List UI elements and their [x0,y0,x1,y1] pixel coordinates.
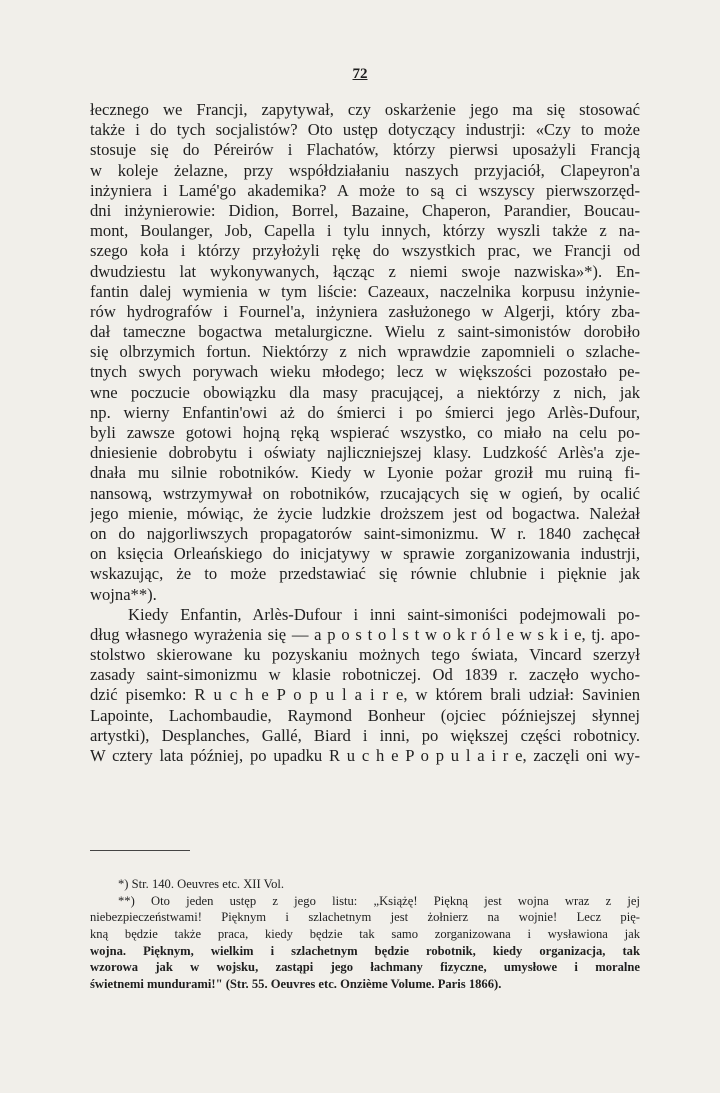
text-line: dzić pisemko: R u c h e P o p u l a i r e, w którem brali udział: Savinien [90,685,640,705]
text-line: W cztery lata później, po upadku R u c h e P o p u l a i r e, zaczęli oni wy- [90,746,640,765]
text-line: dał tameczne bogactwa metalurgiczne. Wielu z saint-simonistów dorobiło [90,322,640,342]
text-line: np. wierny Enfantin'owi aż do śmierci i po śmierci jego Arlès-Dufour, [90,402,640,422]
footnote-line: niebezpieczeństwami! Pięknym i szlachetnym jest żołnierz na wojnie! Lecz pię- [90,910,640,925]
text-line: także i do tych socjalistów? Oto ustęp dotyczący industrji: «Czy to może [90,120,640,140]
text-line: wojna**). [90,584,157,604]
text-line: fantin dalej wymienia w tym liście: Cazeaux, naczelnika korpusu inżynie- [90,281,640,301]
text-line: stosuje się do Péreirów i Flachatów, którzy pierwsi uposażyli Francją [90,140,640,160]
text-line: mont, Boulanger, Job, Capella i tylu innych, którzy wyszli także z na- [90,221,640,241]
text-line: jego mienie, mówiąc, że życie ludzkie droższem jest od bogactwa. Należał [90,503,640,523]
text-line: łecznego we Francji, zapytywał, czy oskarżenie jego ma się stosować [90,100,640,119]
text-line: on do najgorliwszych propagatorów saint-simonizmu. W r. 1840 zachęcał [90,523,640,543]
footnote-divider [90,850,190,851]
main-text [90,100,640,766]
text-line: szego koła i którzy przyłożyli rękę do wszystkich prac, we Francji od [90,241,640,261]
footnote-line: świetnemi mundurami!" (Str. 55. Oeuvres etc. Onzième Volume. Paris 1866). [90,977,502,992]
text-line: Kiedy Enfantin, Arlès-Dufour i inni saint-simoniści podejmowali po- [128,604,640,624]
footnote-line: **) Oto jeden ustęp z jego listu: „Książę! Piękną jest wojna wraz z jej [118,893,640,908]
footnotes [90,876,640,993]
text-line: wne poczucie obowiązku dla masy pracującej, a niektórzy z nich, jak [90,382,640,402]
text-line: dniesienie dobrobytu i oświaty najliczniejszej klasy. Ludzkość Arlès'a zje- [90,443,640,463]
text-line: w koleje żelazne, przy współdziałaniu naszych przyjaciół, Clapeyron'a [90,160,640,180]
text-line: rów hydrografów i Fournel'a, inżyniera zasłużonego w Algerji, który zba- [90,301,640,321]
text-line: dnała mu silnie robotników. Kiedy w Lyonie pożar groził mu ruiną fi- [90,463,640,483]
text-line: dług własnego wyrażenia się — a p o s t o l s t w o k r ó l e w s k i e, tj. apo- [90,624,640,644]
text-line: nansową, wstrzymywał on robotników, rzucających się w ogień, by ocalić [90,483,640,503]
text-line: zasady saint-simonizmu w klasie robotniczej. Od 1839 r. zaczęło wycho- [90,665,640,685]
footnote-line: kną będzie także praca, kiedy będzie tak samo zorganizowana i wysławiona jak [90,927,640,942]
page-number: 72 [352,66,368,82]
footnote-line: wzorowa jak w wojsku, zastąpi jego łachmany fizyczne, umysłowe i moralne [90,960,640,975]
text-line: wskazując, że to może przedstawiać się równie chlubnie i pięknie jak [90,564,640,584]
text-line: tnych swych porywach wieku młodego; lecz w większości pozostało pe- [90,362,640,382]
text-line: on księcia Orleańskiego do inicjatywy w sprawie zorganizowania industrji, [90,544,640,564]
text-line: byli zawsze gotowi hojną ręką wspierać wszystko, co miało na celu po- [90,423,640,442]
text-line: się olbrzymich fortun. Niektórzy z nich wprawdzie zapomnieli o szlache- [90,342,640,362]
text-line: stolstwo skierowane ku pozyskaniu możnych tego świata, Vincard szerzył [90,645,640,665]
footnote-line: *) Str. 140. Oeuvres etc. XII Vol. [118,877,285,891]
footnote-line: wojna. Pięknym, wielkim i szlachetnym będzie robotnik, kiedy organizacja, tak [90,943,640,958]
text-line: Lapointe, Lachombaudie, Raymond Bonheur (ojciec późniejszej słynnej [90,705,640,725]
text-line: dwudziestu lat wykonywanych, łącząc z niemi swoje nazwiska»*). En- [90,261,640,281]
text-line: inżyniera i Lamé'go akademika? A może to są ci wszyscy pierwszorzęd- [90,180,640,200]
text-line: artystki), Desplanches, Gallé, Biard i inni, po większej części robotnicy. [90,725,640,745]
text-line: dni inżynierowie: Didion, Borrel, Bazaine, Chaperon, Parandier, Boucau- [90,200,640,220]
